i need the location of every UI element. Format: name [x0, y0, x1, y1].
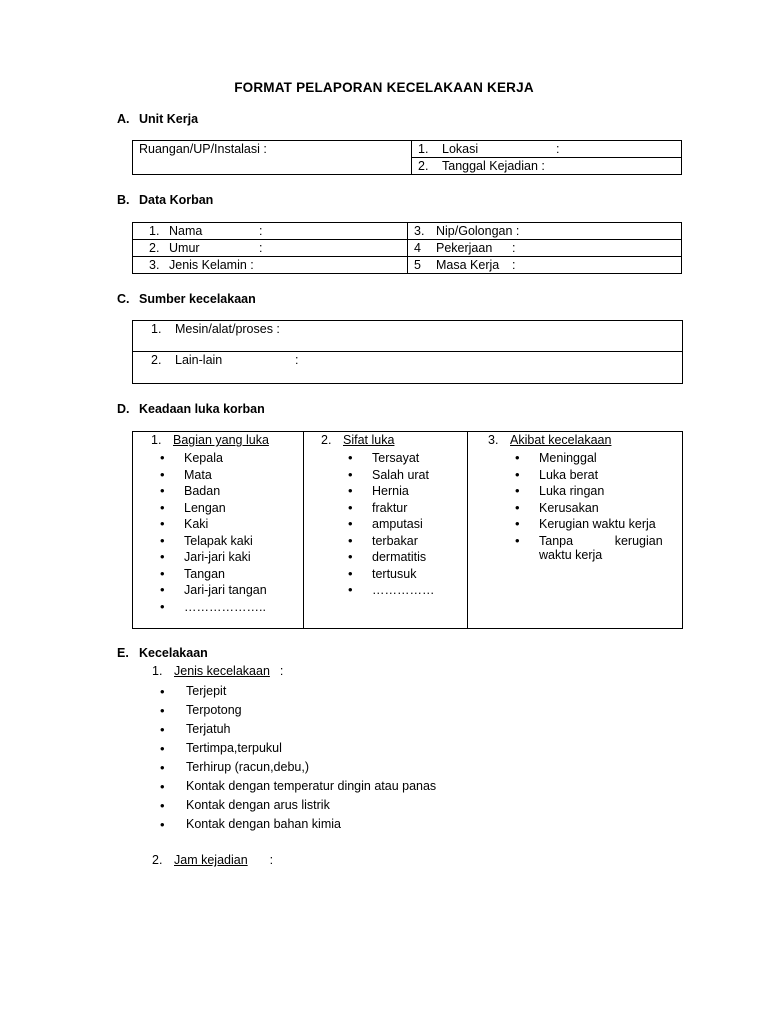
section-a-title: Unit Kerja	[139, 112, 199, 126]
mesin-label: Mesin/alat/proses :	[175, 322, 280, 336]
nama-num: 1.	[149, 224, 160, 238]
jenis-kecelakaan-list	[160, 682, 436, 834]
akibat-kecelakaan-heading	[488, 433, 611, 447]
section-e-heading	[117, 646, 208, 660]
jenis-kecelakaan-num: 1.	[152, 664, 163, 678]
lokasi-label: Lokasi	[442, 142, 479, 156]
umur-num: 2.	[149, 241, 160, 255]
nip-cell[interactable]	[408, 223, 682, 240]
lain-lain-colon: :	[295, 353, 299, 367]
sifat-luka-list	[348, 450, 435, 599]
data-korban-table	[132, 222, 682, 274]
bagian-luka-num: 1.	[151, 433, 162, 447]
ruangan-label: Ruangan/UP/Instalasi :	[139, 142, 267, 156]
unit-kerja-table	[132, 140, 682, 175]
jenis-kelamin-cell[interactable]	[133, 257, 408, 274]
section-e-letter: E.	[117, 646, 129, 660]
tanggal-num: 2.	[418, 159, 429, 173]
lain-lain-label: Lain-lain	[175, 353, 223, 367]
section-b-heading	[117, 193, 213, 207]
list-item[interactable]: • Luka ringan	[515, 483, 663, 500]
umur-label: Umur	[169, 241, 200, 255]
jenis-kelamin-label: Jenis Kelamin :	[169, 258, 254, 272]
akibat-continuation: waktu kerja	[539, 548, 603, 562]
list-item[interactable]: • tertusuk	[348, 566, 435, 583]
lain-lain-num: 2.	[151, 353, 162, 367]
lokasi-cell[interactable]	[412, 141, 682, 158]
jam-kejadian-heading	[152, 853, 273, 867]
nama-label: Nama	[169, 224, 203, 238]
list-item[interactable]: • Kerugian waktu kerja	[515, 516, 663, 533]
section-b-letter: B.	[117, 193, 130, 207]
list-item[interactable]: • terbakar	[348, 533, 435, 550]
list-item[interactable]: • Terjatuh	[160, 720, 436, 739]
list-item[interactable]: • Salah urat	[348, 467, 435, 484]
sumber-kecelakaan-box	[132, 320, 683, 384]
pekerjaan-colon: :	[512, 241, 516, 255]
masa-kerja-label: Masa Kerja	[436, 258, 500, 272]
list-item[interactable]: • Terpotong	[160, 701, 436, 720]
ruangan-cell[interactable]	[133, 141, 412, 175]
bagian-luka-title: Bagian yang luka	[173, 433, 269, 447]
pekerjaan-label: Pekerjaan	[436, 241, 493, 255]
document-title: FORMAT PELAPORAN KECELAKAAN KERJA	[234, 80, 534, 95]
list-item[interactable]: • Luka berat	[515, 467, 663, 484]
bagian-luka-column	[132, 431, 304, 629]
list-item[interactable]: • Terhirup (racun,debu,)	[160, 758, 436, 777]
lain-lain-row[interactable]	[133, 352, 682, 383]
list-item[interactable]: • Kerusakan	[515, 500, 663, 517]
list-item[interactable]: • fraktur	[348, 500, 435, 517]
bagian-luka-heading	[151, 433, 269, 447]
list-item[interactable]: • ……………	[348, 582, 435, 599]
akibat-kecelakaan-list	[515, 450, 663, 549]
pekerjaan-cell[interactable]	[408, 240, 682, 257]
lokasi-colon: :	[556, 142, 560, 156]
list-item[interactable]: • Jari-jari kaki	[160, 549, 267, 566]
pekerjaan-num: 4	[414, 241, 421, 255]
akibat-kecelakaan-num: 3.	[488, 433, 499, 447]
mesin-row[interactable]	[133, 321, 682, 352]
nama-colon: :	[259, 224, 263, 238]
list-item[interactable]: • Meninggal	[515, 450, 663, 467]
jenis-kecelakaan-heading	[152, 664, 283, 678]
list-item[interactable]: • Terjepit	[160, 682, 436, 701]
section-d-heading	[117, 402, 265, 416]
section-c-heading	[117, 292, 256, 306]
section-d-letter: D.	[117, 402, 130, 416]
section-d-title: Keadaan luka korban	[139, 402, 265, 416]
nip-num: 3.	[414, 224, 425, 238]
sifat-luka-title: Sifat luka	[343, 433, 395, 447]
list-item[interactable]: • Kepala	[160, 450, 267, 467]
akibat-kecelakaan-column	[467, 431, 683, 629]
masa-kerja-num: 5	[414, 258, 421, 272]
akibat-kecelakaan-title: Akibat kecelakaan	[510, 433, 612, 447]
section-c-title: Sumber kecelakaan	[139, 292, 256, 306]
nama-cell[interactable]	[133, 223, 408, 240]
sifat-luka-column	[302, 431, 468, 629]
sifat-luka-num: 2.	[321, 433, 332, 447]
masa-kerja-cell[interactable]	[408, 257, 682, 274]
jenis-kelamin-num: 3.	[149, 258, 160, 272]
list-item[interactable]: • ………………..	[160, 599, 267, 616]
list-item[interactable]: • Telapak kaki	[160, 533, 267, 550]
list-item[interactable]: • Tersayat	[348, 450, 435, 467]
list-item[interactable]: • Tertimpa,terpukul	[160, 739, 436, 758]
nip-label: Nip/Golongan :	[436, 224, 520, 238]
jam-kejadian-colon: :	[269, 853, 274, 867]
tanggal-cell[interactable]	[412, 158, 682, 175]
list-item[interactable]: • Kontak dengan temperatur dingin atau panas	[160, 777, 436, 796]
list-item[interactable]: • Kontak dengan arus listrik	[160, 796, 436, 815]
umur-colon: :	[259, 241, 263, 255]
list-item[interactable]: • Hernia	[348, 483, 435, 500]
section-a-letter: A.	[117, 112, 130, 126]
lokasi-num: 1.	[418, 142, 429, 156]
jam-kejadian-label: Jam kejadian	[174, 853, 248, 867]
list-item[interactable]: • Kaki	[160, 516, 267, 533]
list-item[interactable]: • dermatitis	[348, 549, 435, 566]
list-item[interactable]: • Kontak dengan bahan kimia	[160, 815, 436, 834]
section-b-title: Data Korban	[139, 193, 214, 207]
mesin-num: 1.	[151, 322, 162, 336]
list-item[interactable]: • Badan	[160, 483, 267, 500]
jam-kejadian-num: 2.	[152, 853, 163, 867]
section-e-title: Kecelakaan	[139, 646, 208, 660]
list-item[interactable]: • Tangan	[160, 566, 267, 583]
tanggal-label: Tanggal Kejadian :	[442, 159, 545, 173]
jenis-kecelakaan-colon: :	[279, 664, 284, 678]
list-item[interactable]: • Jari-jari tangan	[160, 582, 267, 599]
list-item[interactable]: • Lengan	[160, 500, 267, 517]
umur-cell[interactable]	[133, 240, 408, 257]
bagian-luka-list	[160, 450, 267, 615]
section-c-letter: C.	[117, 292, 130, 306]
list-item[interactable]: • amputasi	[348, 516, 435, 533]
masa-kerja-colon: :	[512, 258, 516, 272]
section-a-heading	[117, 112, 198, 126]
list-item[interactable]: • Tanpa kerugian	[515, 533, 663, 550]
jenis-kecelakaan-label: Jenis kecelakaan	[174, 664, 270, 678]
sifat-luka-heading	[321, 433, 394, 447]
list-item[interactable]: • Mata	[160, 467, 267, 484]
